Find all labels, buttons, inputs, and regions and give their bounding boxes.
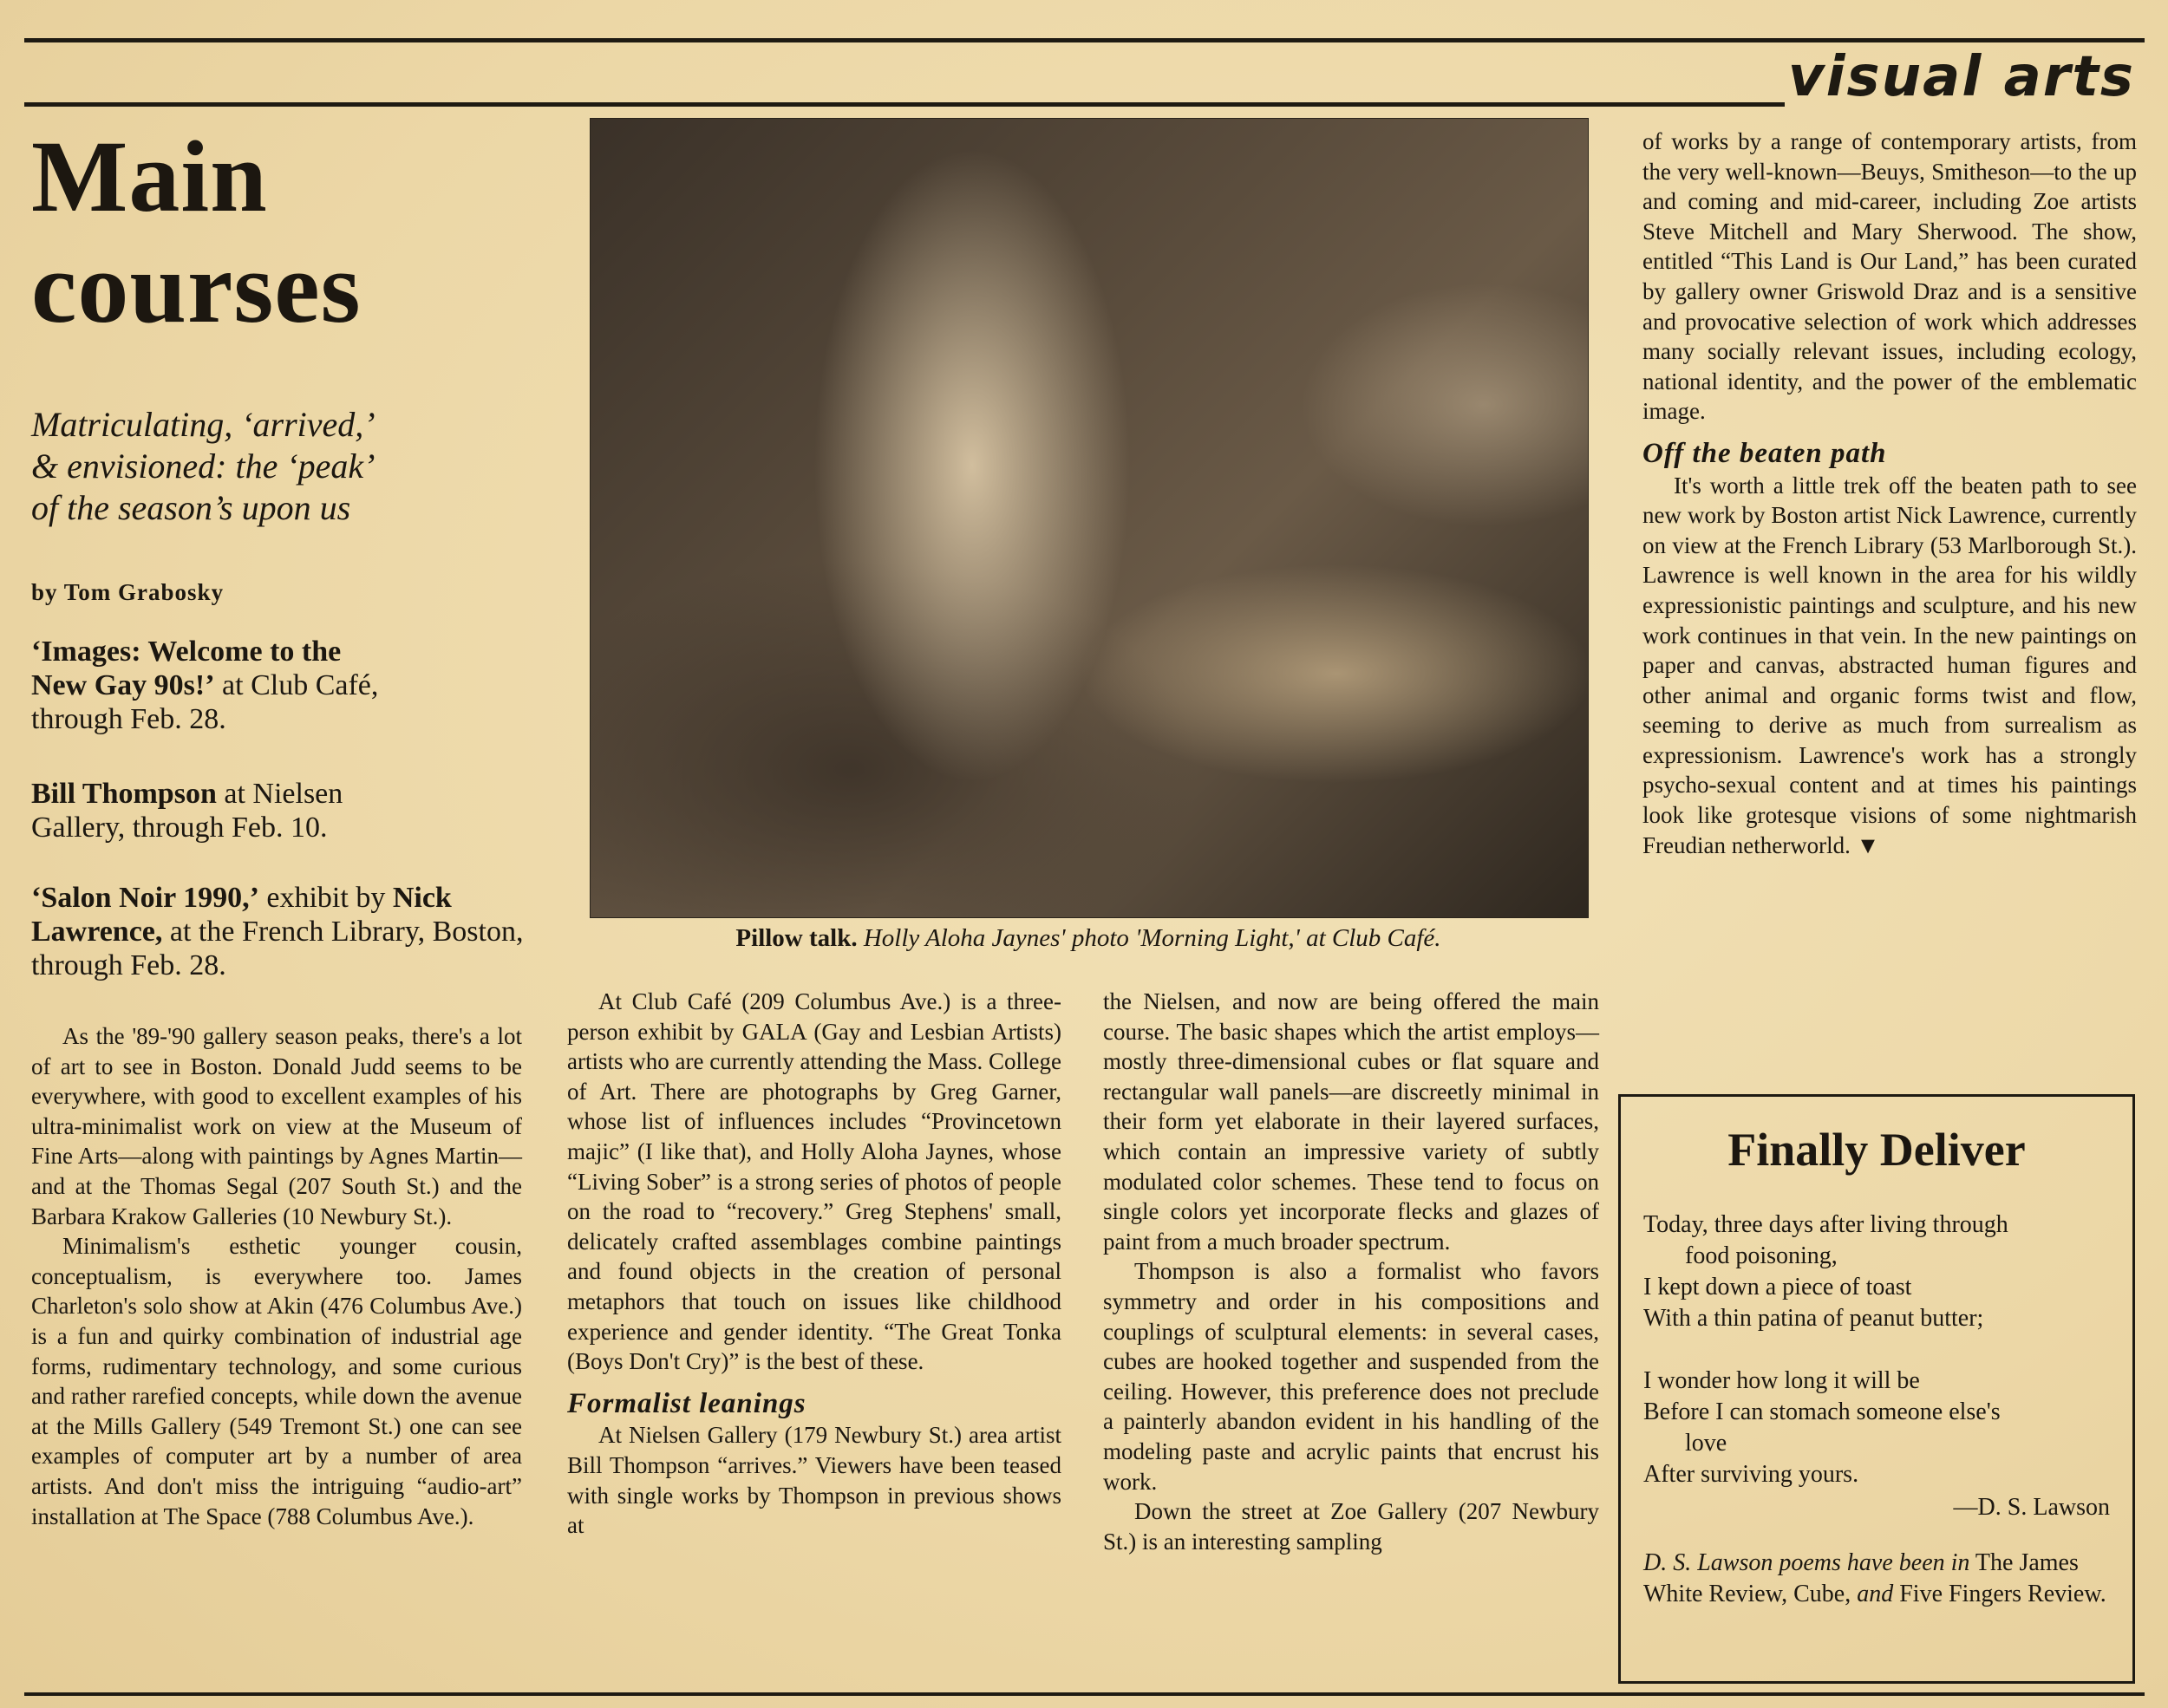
column-1-paragraph-2: Minimalism's esthetic younger cousin, conceptualism, is everywhere too. James Charleton's solo show at Akin (476 Columbus Ave.) is a fun and quirky combination of industrial age forms, rudimentary technology, and some curious and rather rarefied concepts, while down the avenue at the Mills Gallery (549 Tremont St.) one can see examples of computer art by a number of area artists. And don't miss the intriguing “audio-art” installation at The Space (788 Columbus Ave.).	[31, 1233, 522, 1529]
deck-line-3: of the season’s upon us	[31, 488, 351, 527]
column-3-paragraph-1: the Nielsen, and now are being offered the main course. The basic shapes which the artist employs—mostly three-dimensional cubes or flat square and rectangular wall panels—are discreetly minimal in their form yet elaborate in their layered surfaces, which contain an impressive variety of subtly modulated color schemes. These tend to focus on single colors yet incorporate flecks and glazes of paint from a much broader spectrum.	[1103, 988, 1599, 1255]
deck	[31, 404, 526, 529]
column-4-paragraph-1: of works by a range of contemporary artists, from the very well-known—Beuys, Smitheson—to the up and coming and mid-career, including Zoe artists Steve Mitchell and Mary Sherwood. The show, entitled “This Land is Our Land,” has been curated by gallery owner Griswold Draz and is a sensitive and provocative selection of work which addresses many socially relevant issues, including ecology, national identity, and the power of the emblematic image.	[1642, 128, 2137, 425]
listing-thompson-detail: at Nielsen Gallery, through Feb. 10.	[31, 778, 343, 844]
section-label: visual arts	[1787, 45, 2135, 109]
deck-line-1: Matriculating, ‘arrived,’	[31, 405, 375, 444]
column-4	[1642, 127, 2137, 860]
listing-salon-title: ‘Salon Noir 1990,’	[31, 882, 259, 914]
poem-line-1: Today, three days after living through	[1643, 1211, 2008, 1238]
poem-signature: —D. S. Lawson	[1953, 1494, 2110, 1521]
listing-images	[31, 635, 395, 736]
bottom-rule	[24, 1692, 2145, 1696]
listing-images-title: ‘Images: Welcome to the New Gay 90s!’	[31, 636, 342, 701]
poem-credit-b: The James White Review, Cube,	[1643, 1549, 2079, 1607]
poem-title: Finally Deliver	[1727, 1124, 2026, 1176]
subhead-formalist-leanings: Formalist leanings	[567, 1387, 806, 1419]
listing-thompson	[31, 777, 430, 844]
column-2	[567, 987, 1061, 1541]
column-3-paragraph-3: Down the street at Zoe Gallery (207 Newbury St.) is an interesting sampling	[1103, 1498, 1599, 1555]
column-2-paragraph-2: At Nielsen Gallery (179 Newbury St.) area artist Bill Thompson “arrives.” Viewers have been teased with single works by Thompson in previous shows at	[567, 1422, 1061, 1539]
poem-line-4: With a thin patina of peanut butter;	[1643, 1305, 1984, 1332]
poem-line-8: After surviving yours.	[1643, 1461, 1859, 1488]
top-rule	[24, 38, 2145, 42]
column-3-paragraph-2: Thompson is also a formalist who favors symmetry and order in his compositions and couplings of sculptural elements: in several cases, cubes are hooked together and suspended from the ceiling. However, this preference does not preclude a painterly abandon evident in his handling of the modeling paste and acrylic paints that encrust his work.	[1103, 1258, 1599, 1495]
listing-salon-detail-a: exhibit by	[266, 882, 386, 914]
article-photo	[590, 118, 1589, 918]
headline-line-1: Main	[31, 120, 268, 233]
poem-stanza-break	[1643, 1334, 2110, 1366]
photo-caption	[590, 924, 1587, 953]
byline: by Tom Grabosky	[31, 579, 225, 605]
column-2-paragraph-1: At Club Café (209 Columbus Ave.) is a three-person exhibit by GALA (Gay and Lesbian Artists) artists who are currently attending the Mass. College of Art. There are photographs by Greg Garner, whose list of influences includes “Provincetown majic” (I like that), and Holly Aloha Jaynes, whose “Living Sober” is a strong series of photos of people on the road to “recovery.” Greg Stephens' small, delicately crafted assemblages combine paintings and found objects in the creation of personal metaphors that touch on issues like childhood experience and gender identity. “The Great Tonka (Boys Don't Cry)” is the best of these.	[567, 988, 1061, 1375]
poem-line-2: food poisoning,	[1685, 1242, 1838, 1269]
listing-images-detail: at Club Café, through Feb. 28.	[31, 669, 379, 735]
column-3	[1103, 987, 1599, 1556]
poem-line-3: I kept down a piece of toast	[1643, 1274, 1912, 1301]
deck-line-2: & envisioned: the ‘peak’	[31, 447, 375, 486]
poem-credit	[1643, 1548, 2110, 1610]
listing-salon-name: Nick Lawrence,	[31, 882, 452, 948]
column-4-paragraph-2: It's worth a little trek off the beaten path to see new work by Boston artist Nick Lawrence, currently on view at the French Library (53 Marlborough St.). Lawrence is well known in the area for his wildly expressionistic paintings and sculpture, and his new work continues in that vein. In the new paintings on paper and canvas, abstracted human figures and other animal and organic forms twist and flow, seeming to derive as much from surrealism as expressionism. Lawrence's work has a strongly psycho-sexual content and at times his paintings look like grotesque visions of some nightmarish Freudian netherworld. ▼	[1642, 472, 2137, 858]
headline	[31, 121, 534, 343]
poem-box	[1618, 1094, 2135, 1684]
caption-text: Holly Aloha Jaynes' photo 'Morning Light,' at Club Café.	[863, 924, 1441, 952]
listing-salon-noir	[31, 881, 526, 982]
poem-credit-a: D. S. Lawson poems have been in	[1643, 1549, 1970, 1576]
listing-salon-detail-b: at the French Library, Boston, through Feb. 28.	[31, 916, 524, 981]
subhead-off-the-beaten-path: Off the beaten path	[1642, 437, 1887, 469]
listing-thompson-title: Bill Thompson	[31, 778, 217, 810]
column-1-paragraph-1: As the '89-'90 gallery season peaks, there's a lot of art to see in Boston. Donald Judd seems to be everywhere, with good to excellent examples of his ultra-minimalist work on view at the Museum of Fine Arts—along with paintings by Agnes Martin—and at the Thomas Segal (207 South St.) and the Barbara Krakow Galleries (10 Newbury St.).	[31, 1023, 522, 1229]
poem-credit-c: and	[1857, 1581, 1894, 1607]
section-rule	[24, 102, 1785, 107]
poem-line-7: love	[1685, 1430, 1727, 1457]
headline-line-2: courses	[31, 231, 362, 344]
poem-line-5: I wonder how long it will be	[1643, 1367, 1920, 1394]
column-1	[31, 1021, 522, 1531]
caption-lead: Pillow talk.	[735, 924, 858, 952]
poem-credit-d: Five Fingers Review.	[1899, 1581, 2106, 1607]
poem-line-6: Before I can stomach someone else's	[1643, 1398, 2001, 1425]
